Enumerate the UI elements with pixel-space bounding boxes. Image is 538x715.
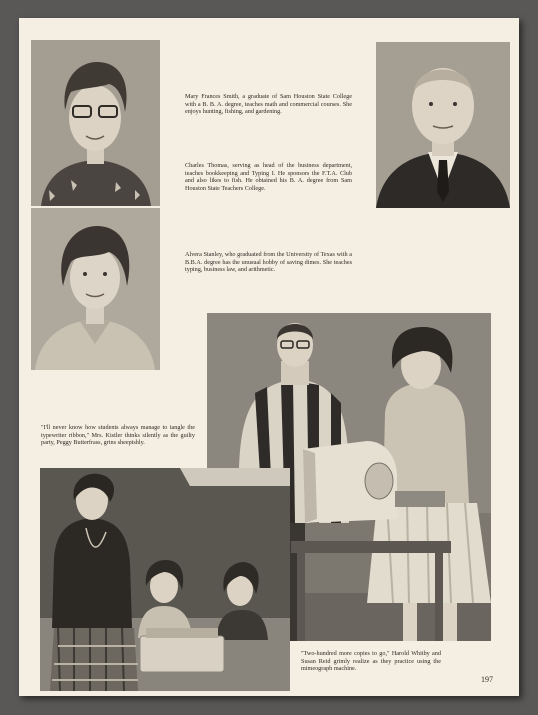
yearbook-page (19, 18, 519, 696)
photo-classroom (40, 468, 290, 691)
portrait-stanley (31, 208, 160, 370)
portrait-thomas (376, 42, 510, 208)
caption-stanley: Alvera Stanley, who graduated from the University of Texas with a B.B.A. degree has the unusual hobby of saving dimes. She teaches typing, business law, and arithmetic. (185, 251, 352, 274)
caption-smith: Mary Frances Smith, a graduate of Sam Houston State College with a B. B. A. degree, teaches math and commercial courses. She enjoys hunting, fishing, and gardening. (185, 93, 352, 116)
page-number: 197 (481, 675, 493, 684)
portrait-smith (31, 40, 160, 206)
caption-kistler: "I'll never know how students always manage to tangle the typewriter ribbon," Mrs. Kistler thinks silently as the guilty party, Peggy Butterfrass, grins sheepishly. (41, 424, 195, 447)
caption-thomas: Charles Thomas, serving as head of the business department, teaches bookkeeping and Typing I. He sponsors the F.T.A. Club and also likes to fish. He obtained his B. A. degree from Sam Houston State Teachers College. (185, 162, 352, 192)
caption-mimeograph: "Two-hundred more copies to go," Harold Whitby and Susan Reid grimly realize as they practice using the mimeograph machine. (301, 650, 441, 673)
